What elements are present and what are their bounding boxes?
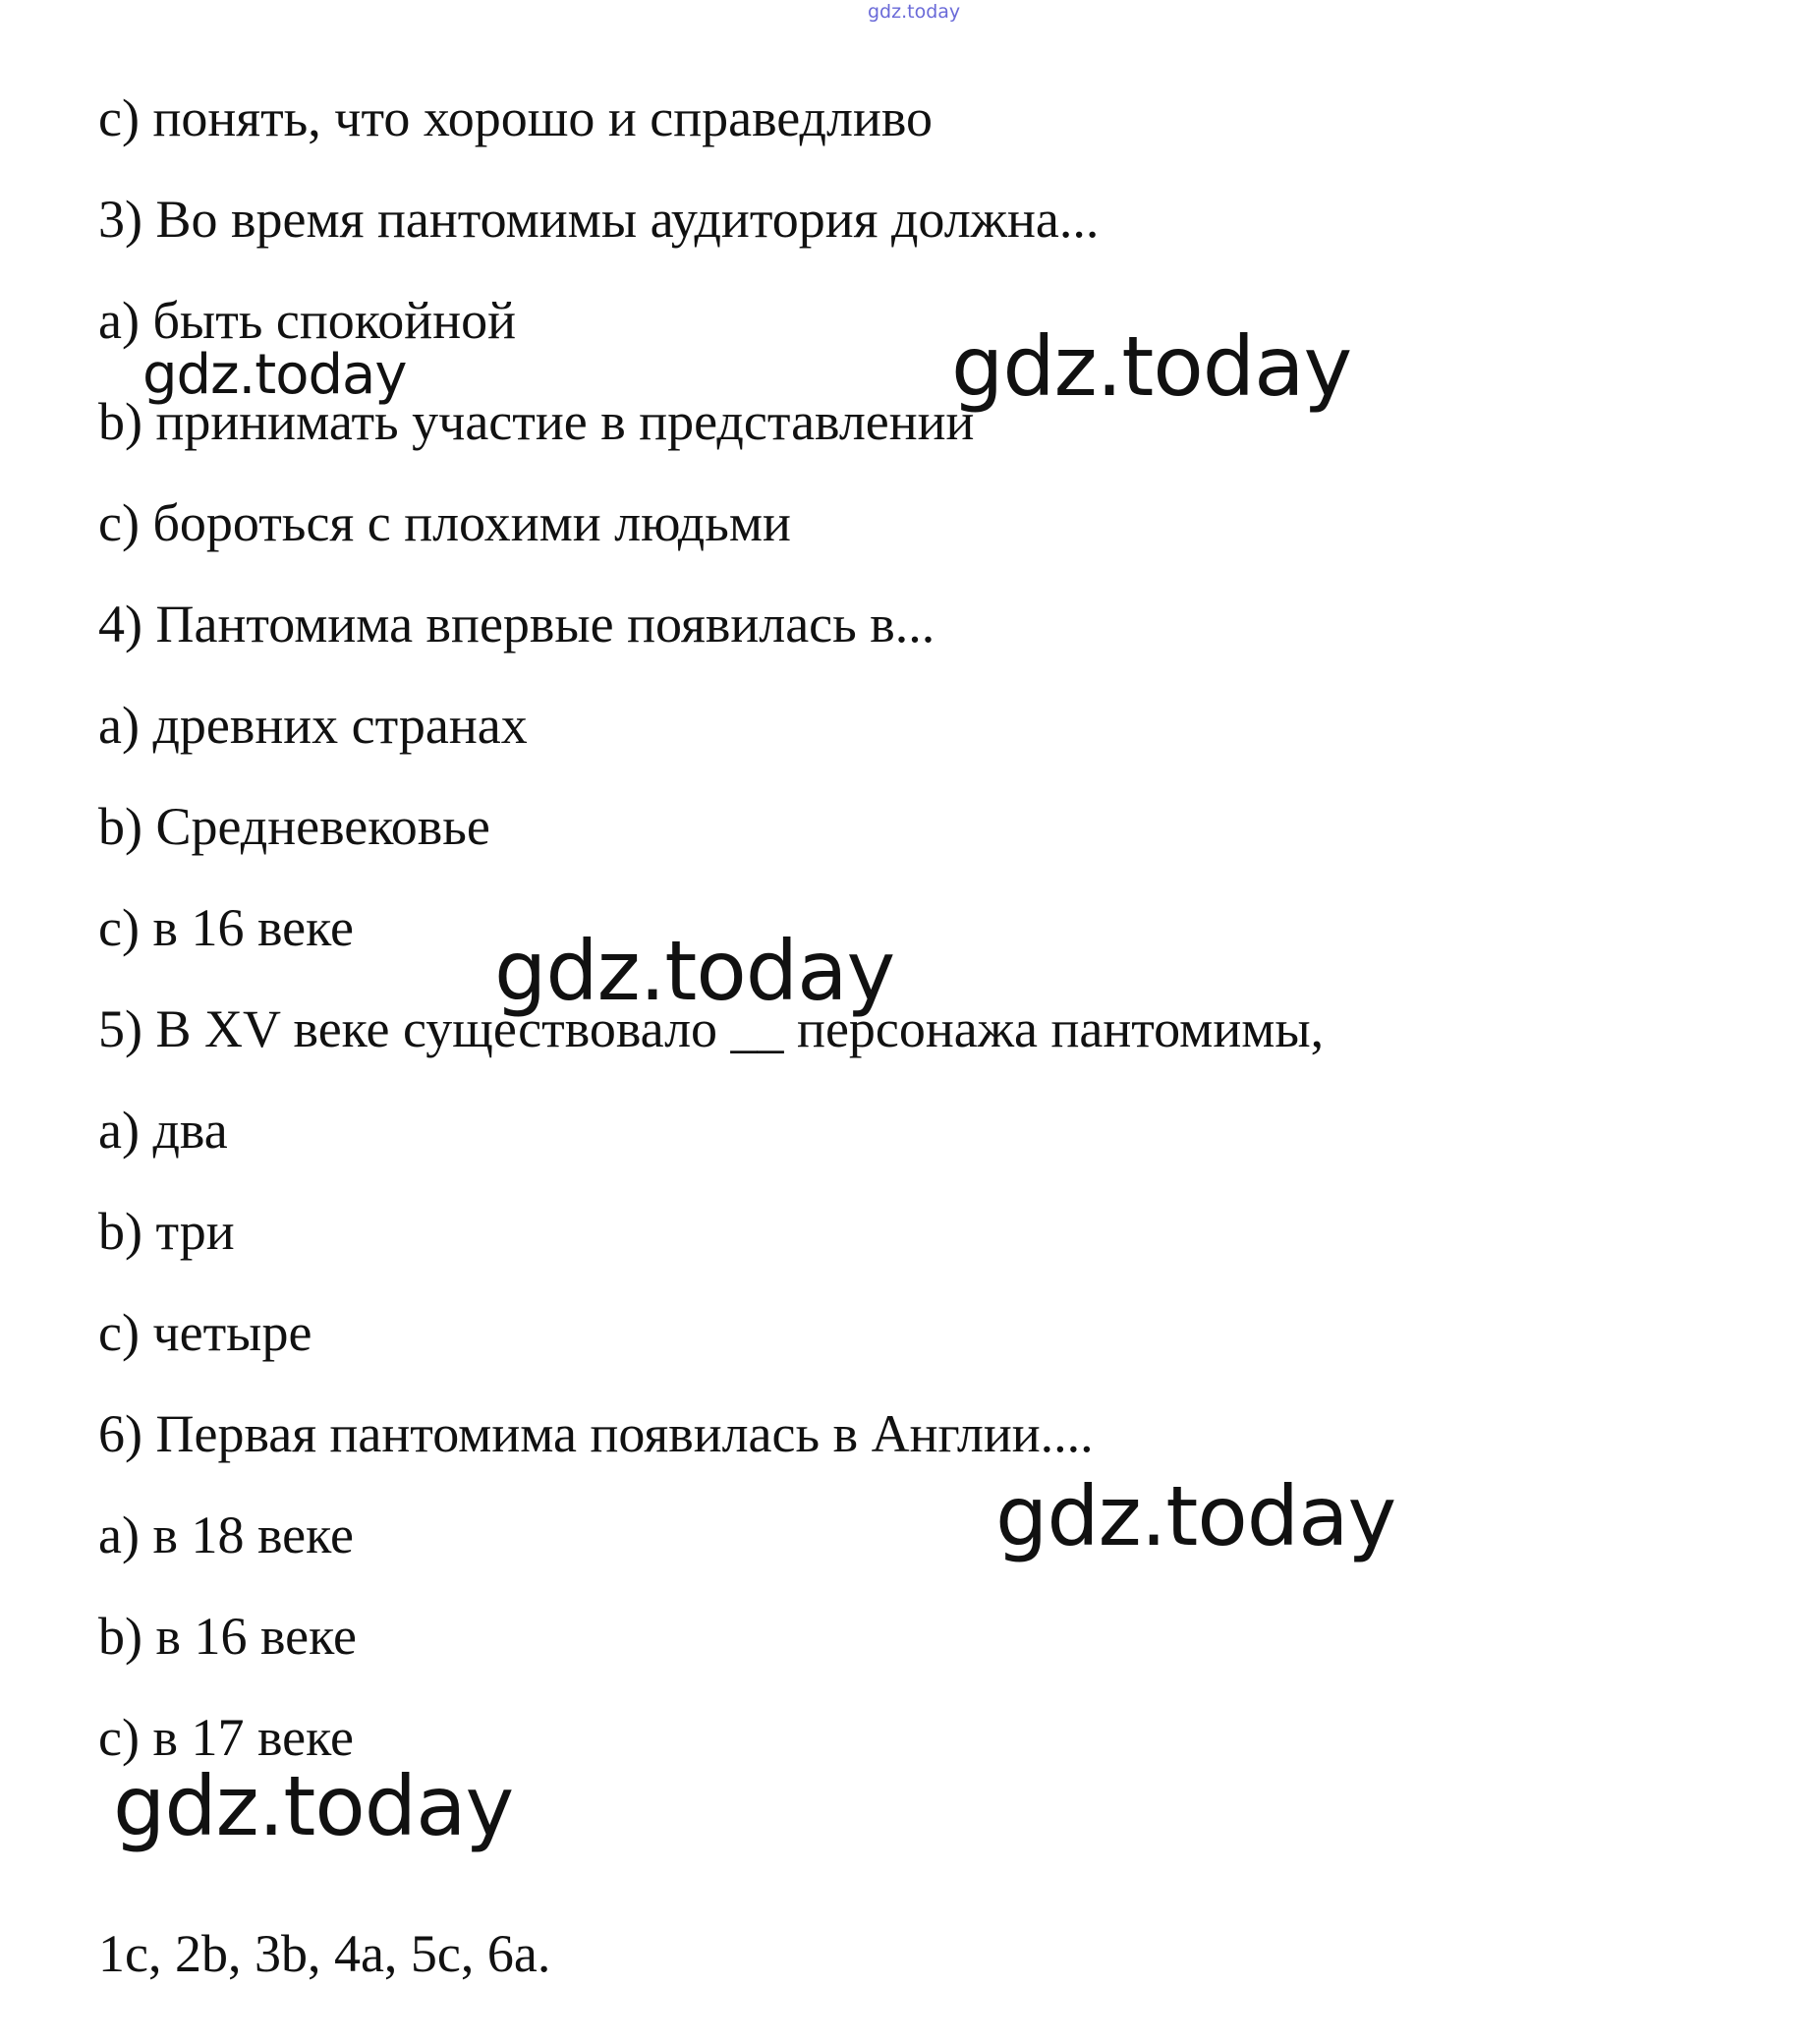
answer-key: 1c, 2b, 3b, 4a, 5c, 6a. xyxy=(98,1924,551,1983)
question-3: 3) Во время пантомимы аудитория должна... xyxy=(98,190,1100,249)
option-4c: c) в 16 веке xyxy=(98,898,354,957)
watermark-5: gdz.today xyxy=(113,1758,514,1854)
option-1c: c) понять, что хорошо и справедливо xyxy=(98,88,933,147)
option-3c: c) бороться с плохими людьми xyxy=(98,493,791,552)
option-4a: a) древних странах xyxy=(98,696,528,755)
question-4: 4) Пантомима впервые появилась в... xyxy=(98,595,935,653)
option-5a: a) два xyxy=(98,1101,228,1160)
question-5: 5) В XV веке существовало __ персонажа пантомимы, xyxy=(98,999,1325,1058)
option-6c: c) в 17 веке xyxy=(98,1708,354,1767)
option-6a: a) в 18 веке xyxy=(98,1505,354,1564)
watermark-4: gdz.today xyxy=(995,1468,1396,1564)
watermark-top: gdz.today xyxy=(868,1,961,23)
option-3b: b) принимать участие в представлении xyxy=(98,392,975,451)
option-4b: b) Средневековье xyxy=(98,797,490,856)
watermark-1: gdz.today xyxy=(142,343,407,407)
option-3a: a) быть спокойной xyxy=(98,291,516,350)
watermark-3: gdz.today xyxy=(494,923,895,1019)
question-6: 6) Первая пантомима появилась в Англии.... xyxy=(98,1404,1094,1463)
option-5c: c) четыре xyxy=(98,1303,312,1362)
option-5b: b) три xyxy=(98,1202,235,1261)
option-6b: b) в 16 веке xyxy=(98,1607,357,1666)
watermark-2: gdz.today xyxy=(951,318,1352,415)
